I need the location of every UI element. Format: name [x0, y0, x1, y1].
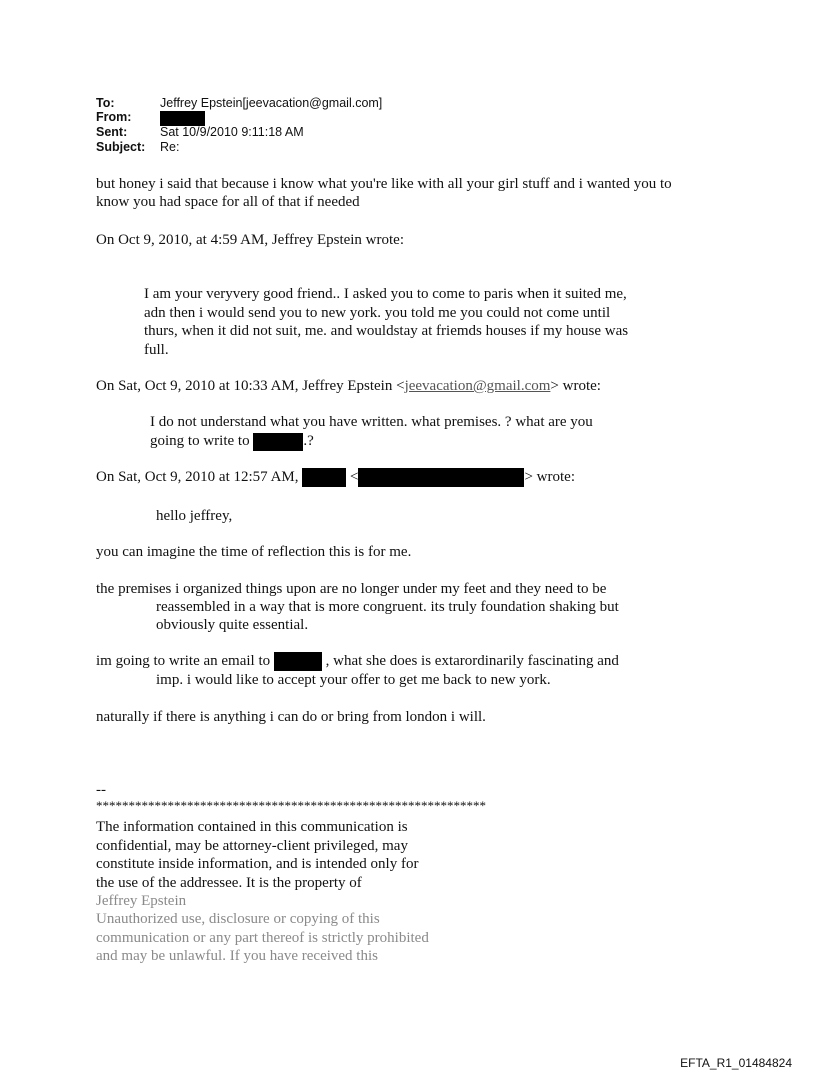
- quote-header-text: > wrote:: [550, 378, 601, 394]
- subject-value: Re:: [160, 140, 180, 154]
- paragraph-text: , what she does is extarordinarily fascinating and: [325, 653, 619, 669]
- redaction: [253, 433, 303, 451]
- quote-line: thurs, when it did not suit, me. and wouldstay at friemds houses if my house was: [144, 323, 629, 339]
- document-id: EFTA_R1_01484824: [680, 1056, 792, 1070]
- from-label: From:: [96, 110, 132, 124]
- paragraph-text: im going to write an email to: [96, 653, 271, 669]
- paragraph: naturally if there is anything i can do or bring from london i will.: [96, 709, 486, 725]
- signature-dashes: --: [96, 782, 106, 798]
- disclaimer-line: Jeffrey Epstein: [96, 893, 187, 909]
- disclaimer-line: the use of the addressee. It is the property of: [96, 875, 362, 891]
- greeting: hello jeffrey,: [156, 508, 233, 524]
- disclaimer-line: communication or any part thereof is strictly prohibited: [96, 930, 429, 946]
- quote-line: I do not understand what you have written. what premises. ? what are you: [150, 414, 593, 430]
- sent-value: Sat 10/9/2010 9:11:18 AM: [160, 125, 304, 139]
- paragraph-line: [96, 652, 619, 671]
- paragraph-line: the premises i organized things upon are no longer under my feet and they need to be: [96, 581, 607, 597]
- to-label: To:: [96, 96, 115, 110]
- reply-line: know you had space for all of that if needed: [96, 194, 360, 210]
- paragraph-line: reassembled in a way that is more congruent. its truly foundation shaking but: [156, 599, 619, 615]
- redaction: [302, 468, 346, 487]
- to-value: Jeffrey Epstein[jeevacation@gmail.com]: [160, 96, 383, 110]
- signature-stars: ************************************************************: [96, 798, 486, 813]
- disclaimer-line: The information contained in this communication is: [96, 819, 408, 835]
- disclaimer-line: Unauthorized use, disclosure or copying of this: [96, 911, 380, 927]
- quote-header-text: <: [350, 469, 359, 485]
- paragraph: you can imagine the time of reflection this is for me.: [96, 544, 412, 560]
- quote-header-text: On Sat, Oct 9, 2010 at 10:33 AM, Jeffrey Epstein <: [96, 378, 405, 394]
- subject-label: Subject:: [96, 140, 146, 154]
- quote-line: full.: [144, 342, 169, 358]
- quote-text: going to write to: [150, 433, 250, 449]
- redaction: [274, 652, 322, 671]
- quote-header-text: On Sat, Oct 9, 2010 at 12:57 AM,: [96, 469, 299, 485]
- disclaimer-line: constitute inside information, and is intended only for: [96, 856, 419, 872]
- quote-line: I am your veryvery good friend.. I asked you to come to paris when it suited me,: [144, 286, 627, 302]
- disclaimer-line: and may be unlawful. If you have received this: [96, 948, 378, 964]
- quote-line: adn then i would send you to new york. you told me you could not come until: [144, 305, 611, 321]
- quote-header: On Oct 9, 2010, at 4:59 AM, Jeffrey Epstein wrote:: [96, 232, 405, 248]
- reply-line: but honey i said that because i know what you're like with all your girl stuff and i wanted you to: [96, 176, 672, 192]
- quote-text: .?: [303, 433, 314, 449]
- paragraph-line: imp. i would like to accept your offer to get me back to new york.: [156, 672, 551, 688]
- quote-header-text: > wrote:: [524, 469, 575, 485]
- quote-header: [96, 468, 575, 487]
- email-link[interactable]: jeevacation@gmail.com: [404, 378, 551, 394]
- redaction: [358, 468, 524, 487]
- paragraph-line: obviously quite essential.: [156, 617, 309, 633]
- disclaimer-line: confidential, may be attorney-client privileged, may: [96, 838, 408, 854]
- sent-label: Sent:: [96, 125, 128, 139]
- from-redaction: [160, 111, 205, 126]
- quote-line: [150, 432, 314, 451]
- quote-header: [96, 377, 601, 396]
